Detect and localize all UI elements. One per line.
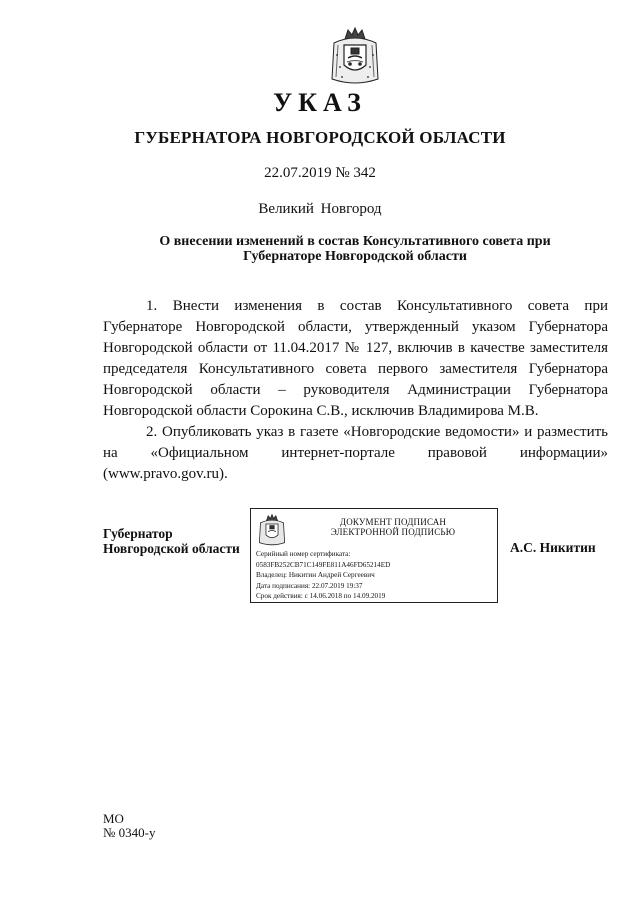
coat-of-arms-icon: [328, 25, 382, 87]
stamp-coat-of-arms-icon: [257, 513, 287, 547]
body-paragraph: 1. Внести изменения в состав Консультативного совета при Губернаторе Новгородской области, утвержденный указом Губернатора Новгородской области от 11.04.2017 № 127, включив в качестве заместителя председателя Консультативного совета первого заместителя Губернатора Новгородской области – руководителя Администрации Губернатора Новгородской области Сорокина С.В., исключив Владимирова М.В.: [103, 298, 608, 419]
stamp-owner: Владелец: Никитин Андрей Сергеевич: [256, 571, 375, 579]
stamp-title-line: ЭЛЕКТРОННОЙ ПОДПИСЬЮ: [330, 527, 456, 537]
stamp-validity: Срок действия: с 14.06.2018 по 14.09.2019: [256, 592, 386, 600]
issuer-title: ГУБЕРНАТОРА НОВГОРОДСКОЙ ОБЛАСТИ: [134, 128, 506, 147]
document-title-line: О внесении изменений в состав Консультативного совета при: [159, 234, 551, 249]
stamp-title: [293, 517, 493, 537]
signer-position-line: Новгородской области: [103, 541, 240, 556]
signer-name: А.С. Никитин: [510, 540, 596, 555]
body-paragraph: 2. Опубликовать указ в газете «Новгородские ведомости» и разместить на «Официальном интернет-портале правовой информации» (www.pravo.gov.ru).: [103, 424, 608, 482]
document-type: УКАЗ: [273, 88, 367, 117]
document-body: [103, 296, 608, 485]
stamp-serial-number: 0583FB252CB71C149FE811A46FD65214ED: [256, 560, 391, 569]
footer-note: [103, 812, 155, 840]
stamp-fields: [256, 549, 496, 602]
signer-position: [103, 526, 253, 556]
date-and-number: 22.07.2019 № 342: [264, 165, 376, 181]
document-title-line: Губернаторе Новгородской области: [243, 249, 467, 264]
footer-code: МО: [103, 811, 124, 826]
place-of-issue: Великий Новгород: [258, 201, 382, 217]
document-title: [120, 234, 590, 264]
stamp-signed-date: Дата подписания: 22.07.2019 19:37: [256, 581, 363, 590]
signer-position-line: Губернатор: [103, 526, 173, 541]
stamp-serial-label: Серийный номер сертификата:: [256, 550, 351, 558]
stamp-title-line: ДОКУМЕНТ ПОДПИСАН: [339, 517, 447, 527]
footer-number: № 0340-у: [103, 825, 156, 840]
electronic-signature-stamp: [250, 508, 498, 603]
